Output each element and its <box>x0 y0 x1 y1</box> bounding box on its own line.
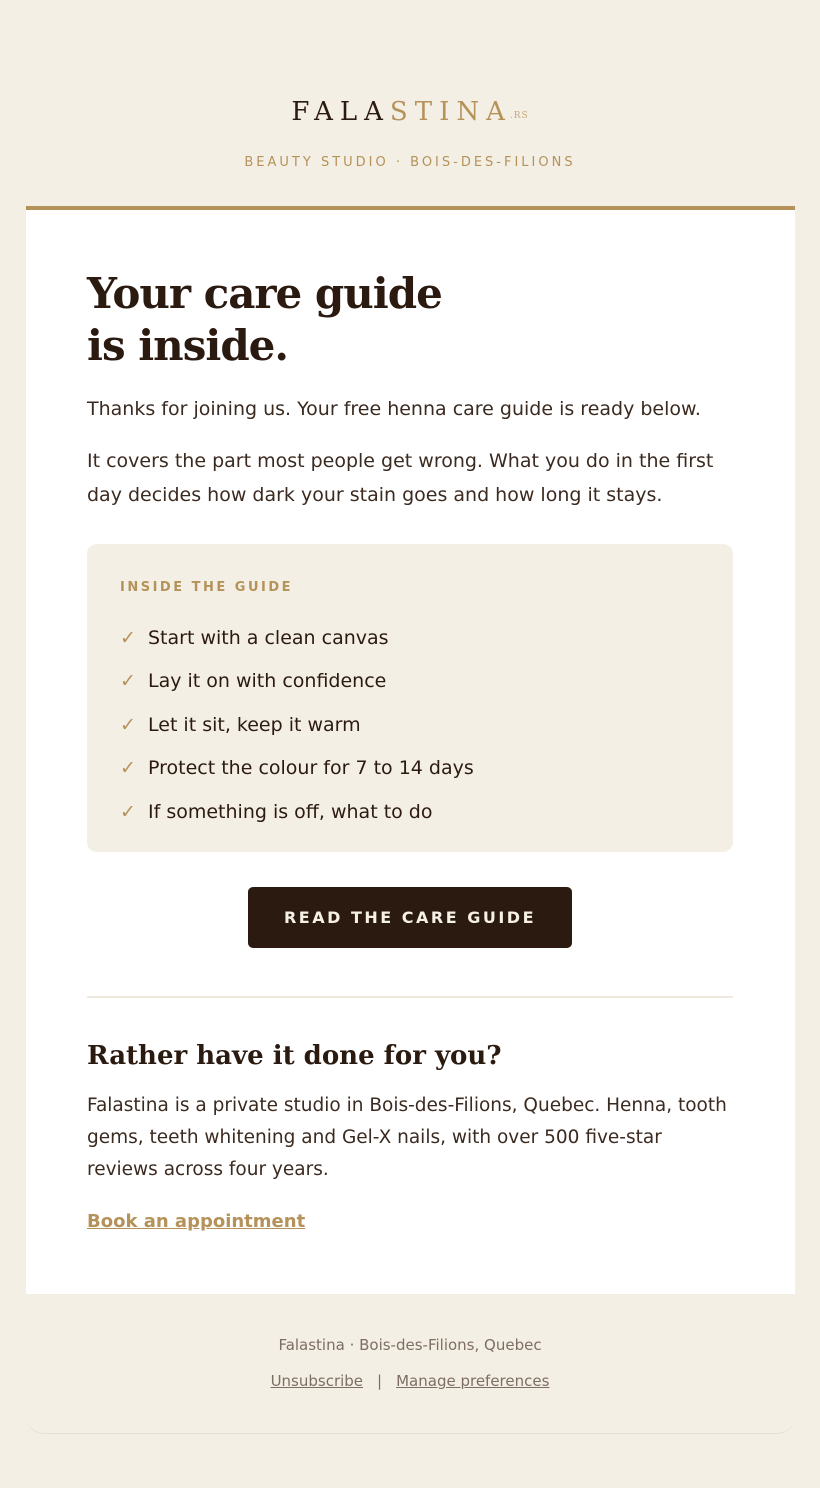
footer-bottom-rule <box>26 1404 795 1434</box>
logo-part-dark: FALA <box>291 97 390 127</box>
studio-heading: Rather have it done for you? <box>87 1041 502 1071</box>
guide-item-text: If something is off, what to do <box>148 800 433 823</box>
page-title <box>87 268 687 372</box>
headline-line-2: is inside. <box>87 321 289 370</box>
check-icon: ✓ <box>120 713 136 736</box>
brand-logo <box>0 96 820 132</box>
email-card <box>26 206 795 1294</box>
read-care-guide-button[interactable]: READ THE CARE GUIDE <box>248 887 572 948</box>
footer-address: Falastina · Bois-des-Filions, Quebec <box>278 1336 542 1354</box>
studio-description: Falastina is a private studio in Bois-des-Filions, Quebec. Henna, tooth gems, teeth whitening and Gel-X nails, with over 500 five-star reviews across four years. <box>87 1095 727 1180</box>
check-icon: ✓ <box>120 800 136 823</box>
unsubscribe-link[interactable]: Unsubscribe <box>270 1372 364 1390</box>
check-icon: ✓ <box>120 757 136 780</box>
list-item <box>120 747 474 791</box>
guide-item-text: Protect the colour for 7 to 14 days <box>148 757 474 780</box>
guide-list <box>120 616 474 834</box>
guide-contents-box <box>87 544 733 852</box>
body-text: It covers the part most people get wrong. What you do in the first day decides how dark your stain goes and how long it stays. <box>87 450 714 506</box>
footer-links <box>0 1370 820 1392</box>
footer-separator: | <box>377 1372 383 1390</box>
logo-suffix: .RS <box>509 111 529 121</box>
guide-item-text: Start with a clean canvas <box>148 626 389 649</box>
list-item <box>120 660 474 704</box>
check-icon: ✓ <box>120 626 136 649</box>
guide-item-text: Lay it on with confidence <box>148 670 387 693</box>
list-item <box>120 790 474 834</box>
check-icon: ✓ <box>120 670 136 693</box>
guide-item-text: Let it sit, keep it warm <box>148 713 361 736</box>
book-appointment-link[interactable]: Book an appointment <box>87 1211 306 1232</box>
headline-line-1: Your care guide <box>87 269 442 318</box>
list-item <box>120 703 474 747</box>
guide-label: INSIDE THE GUIDE <box>120 580 294 595</box>
manage-preferences-link[interactable]: Manage preferences <box>396 1372 550 1390</box>
list-item <box>120 616 474 660</box>
section-divider <box>87 996 733 998</box>
brand-tagline: BEAUTY STUDIO · BOIS-DES-FILIONS <box>244 155 576 170</box>
intro-text: Thanks for joining us. Your free henna care guide is ready below. <box>87 398 701 420</box>
logo-part-gold: STINA <box>389 97 512 127</box>
